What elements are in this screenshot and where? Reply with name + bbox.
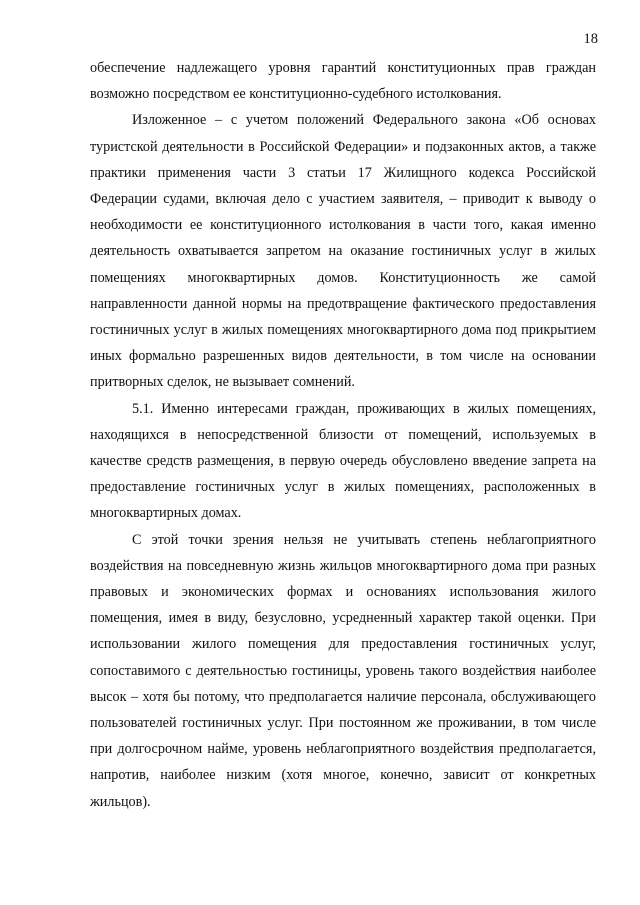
paragraph-impact-assessment: С этой точки зрения нельзя не учитывать степень неблагоприятного воздействия на повседневную жизнь жильцов многоквартирного дома при разных правовых и экономических формах и основаниях использования жилого помещения, имея в виду, безусловно, усредненный характер такой оценки. При использовании жилого помещения для предоставления гостиничных услуг, сопоставимого с деятельностью гостиницы, уровень такого воздействия наиболее высок – хотя бы потому, что предполагается наличие персонала, обслуживающего пользователей гостиничных услуг. При постоянном же проживании, в том числе при долгосрочном найме, уровень неблагоприятного воздействия предполагается, напротив, наиболее низким (хотя многое, конечно, зависит от конкретных жильцов). bbox=[90, 531, 596, 810]
paragraph-conclusion: Изложенное – с учетом положений Федерального закона «Об основах туристской деятельности в Российской Федерации» и подзаконных актов, а также практики применения части 3 статьи 17 Жилищного кодекса Российской Федерации судами, включая дело с участием заявителя, – приводит к выводу о необходимости ее конституционного истолкования в части того, какая именно деятельность охватывается запретом на оказание гостиничных услуг в жилых помещениях многоквартирных домов. Конституционность же самой направленности данной нормы на предотвращение фактического предоставления гостиничных услуг в жилых помещениях многоквартирного дома под прикрытием иных формально разрешенных видов деятельности, в том числе на основании притворных сделок, не вызывает сомнений. bbox=[90, 112, 596, 391]
paragraph-section-5-1: 5.1. Именно интересами граждан, проживающих в жилых помещениях, находящихся в непосредственной близости от помещений, используемых в качестве средств размещения, в первую очередь обусловлено введение запрета на предоставление гостиничных услуг в жилых помещениях, расположенных в многоквартирных домах. bbox=[90, 400, 596, 522]
body-text bbox=[90, 55, 596, 815]
page-number: 18 bbox=[583, 31, 598, 47]
paragraph-continuation: обеспечение надлежащего уровня гарантий конституционных прав граждан возможно посредством ее конституционно-судебного истолкования. bbox=[90, 60, 596, 103]
